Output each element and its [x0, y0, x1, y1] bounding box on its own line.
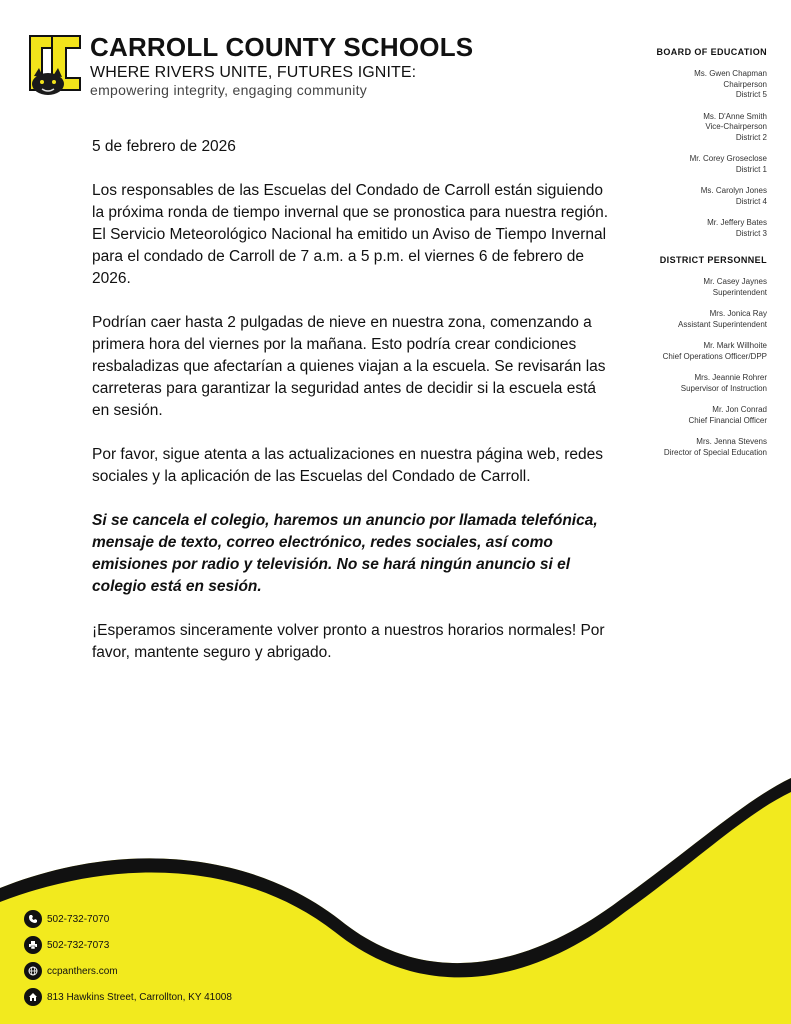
district-tagline: empowering integrity, engaging community — [90, 82, 368, 98]
letter-paragraph: Podrían caer hasta 2 pulgadas de nieve en nuestra zona, comenzando a primera hora del viernes por la mañana. Esto podría crear condiciones resbaladizas que afectarían a quienes viajan a la escuela. Se revisarán las carreteras para garantizar la seguridad antes de decidir si la escuela está en sesión. — [92, 314, 606, 419]
sidebar-directory — [567, 47, 767, 469]
board-member — [567, 112, 767, 144]
contact-website[interactable] — [24, 962, 118, 980]
letter-date: 5 de febrero de 2026 — [92, 138, 236, 155]
personnel-member — [567, 341, 767, 362]
member-name: Mr. Casey Jaynes — [703, 277, 767, 286]
letter-paragraph: Los responsables de las Escuelas del Condado de Carroll están siguiendo la próxima ronda de tiempo invernal que se pronostica para nuestra región. El Servicio Meteorológico Nacional ha emitido un Aviso de Tiempo Invernal para el condado de Carroll de 7 a.m. a 5 p.m. el viernes 6 de febrero de 2026. — [92, 182, 609, 287]
globe-icon — [24, 962, 42, 980]
personnel-member — [567, 405, 767, 426]
board-member — [567, 186, 767, 207]
member-district: District 2 — [735, 132, 767, 142]
footer-wave-decoration — [0, 770, 791, 1024]
member-role: Vice-Chairperson — [705, 122, 767, 131]
member-name: Mrs. Jenna Stevens — [696, 437, 767, 446]
board-heading: BOARD OF EDUCATION — [656, 47, 767, 57]
personnel-heading: DISTRICT PERSONNEL — [659, 255, 767, 265]
board-member — [567, 218, 767, 239]
member-role: Director of Special Education — [663, 447, 767, 457]
member-name: Ms. Gwen Chapman — [694, 69, 767, 78]
member-role: Chief Operations Officer/DPP — [662, 351, 767, 361]
website-link[interactable]: ccpanthers.com — [47, 965, 118, 977]
member-name: Mr. Jon Conrad — [712, 405, 767, 414]
contact-address — [24, 988, 232, 1006]
member-name: Ms. D'Anne Smith — [703, 111, 767, 121]
board-member — [567, 154, 767, 175]
member-role: Chairperson — [723, 79, 767, 89]
personnel-member — [567, 309, 767, 330]
member-name: Mrs. Jonica Ray — [709, 309, 767, 318]
member-district: District 4 — [735, 196, 767, 206]
personnel-member — [567, 277, 767, 298]
member-name: Mr. Jeffery Bates — [707, 218, 767, 227]
street-address: 813 Hawkins Street, Carrollton, KY 41008 — [47, 991, 232, 1003]
personnel-member — [567, 373, 767, 394]
letter-paragraph: Por favor, sigue atenta a las actualizaciones en nuestra página web, redes sociales y la aplicación de las Escuelas del Condado de Carroll. — [92, 446, 603, 485]
board-member — [567, 69, 767, 101]
member-district: District 3 — [735, 228, 767, 238]
member-name: Ms. Carolyn Jones — [700, 186, 767, 195]
fax-number: 502-732-7073 — [47, 939, 110, 951]
member-name: Mr. Mark Willhoite — [703, 341, 767, 350]
letter-closing: ¡Esperamos sinceramente volver pronto a nuestros horarios normales! Por favor, mantente seguro y abrigado. — [92, 622, 605, 661]
contact-phone[interactable] — [24, 910, 109, 928]
home-icon — [24, 988, 42, 1006]
member-role: Chief Financial Officer — [688, 415, 767, 425]
printer-icon — [24, 936, 42, 954]
contact-fax[interactable] — [24, 936, 109, 954]
panther-mascot-icon — [32, 68, 64, 95]
phone-number: 502-732-7070 — [47, 913, 110, 925]
district-logo — [26, 30, 84, 98]
member-role: Assistant Superintendent — [678, 319, 767, 329]
member-district: District 1 — [735, 164, 767, 174]
cancellation-notice: Si se cancela el colegio, haremos un anuncio por llamada telefónica, mensaje de texto, correo electrónico, redes sociales, así como emisiones por radio y televisión. No se hará ningún anuncio si el colegio está en sesión. — [92, 512, 598, 595]
phone-icon — [24, 910, 42, 928]
member-role: Supervisor of Instruction — [680, 383, 767, 393]
district-motto: WHERE RIVERS UNITE, FUTURES IGNITE: — [90, 64, 417, 81]
member-district: District 5 — [735, 90, 767, 99]
letter-body — [92, 136, 612, 686]
personnel-member — [567, 437, 767, 458]
member-role: Superintendent — [712, 287, 767, 297]
member-name: Mr. Corey Groseclose — [689, 154, 767, 163]
member-name: Mrs. Jeannie Rohrer — [694, 373, 767, 382]
school-district-name: CARROLL COUNTY SCHOOLS — [90, 32, 474, 62]
